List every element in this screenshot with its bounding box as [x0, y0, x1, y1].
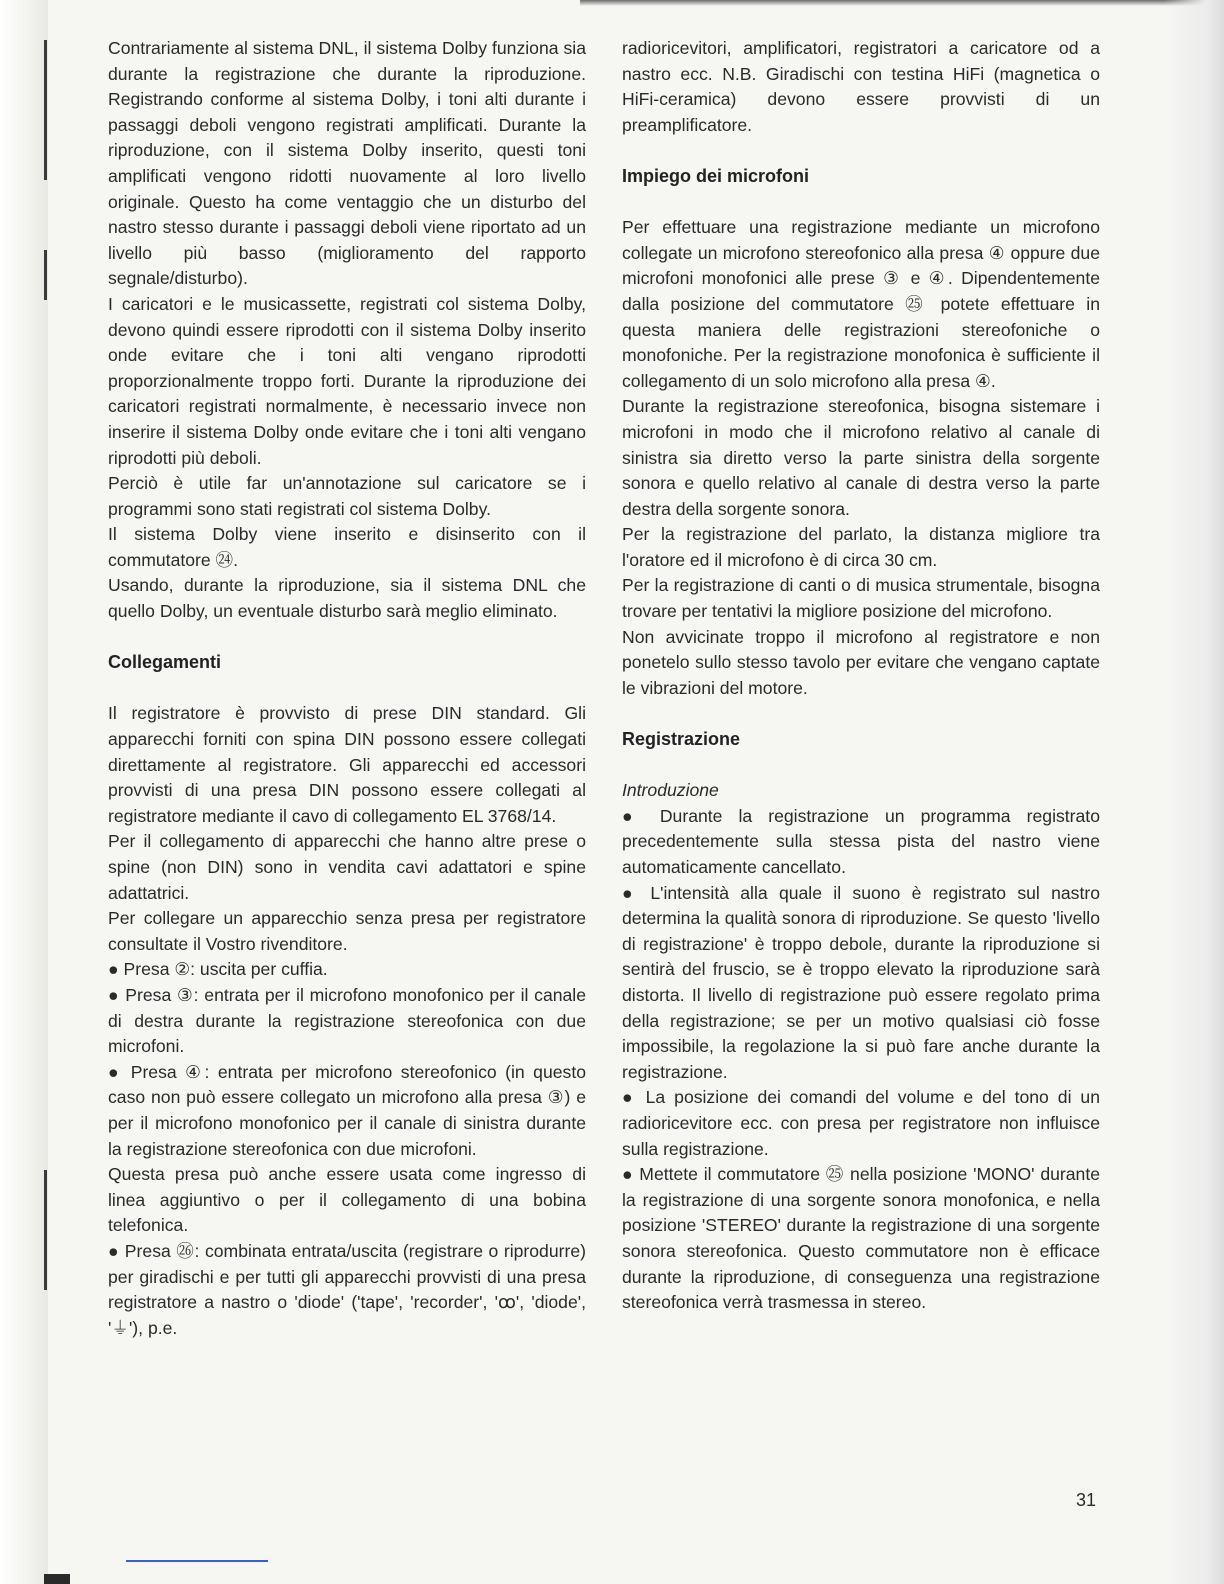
- annotation-paragraph: Perciò è utile far un'annotazione sul caricatore se i programmi sono stati registrati col sistema Dolby.: [108, 473, 586, 519]
- introduzione-subheading: Introduzione: [622, 780, 719, 801]
- socket-4-item: ● Presa ④: entrata per microfono stereofonico (in questo caso non può essere collegato un microfono alla presa ③) e per il microfono monofonico per il canale di sinistra durante la registrazione stereofonica con due microfoni.: [108, 1061, 586, 1159]
- dolby-paragraph: Contrariamente al sistema DNL, il sistema Dolby funziona sia durante la registrazione che durante la riproduzione. Registrando conforme al sistema Dolby, i toni alti durante i passaggi deboli vengono registrati amplificati. Durante la riproduzione, con il sistema Dolby inserito, questi toni amplificati vengono ridotti nuovamente al loro livello originale. Questo ha come ventaggio che un disturbo del nastro stesso durante i passaggi deboli viene riportato ad un livello più basso (miglioramento del rapporto segnale/disturbo).: [108, 38, 586, 289]
- spacer: [108, 676, 586, 702]
- microfoni-heading: Impiego dei microfoni: [622, 165, 810, 186]
- left-column: [108, 36, 586, 1341]
- spacer: [108, 625, 586, 651]
- volume-tone-item: ● La posizione dei comandi del volume e del tono di un radioricevitore ecc. con presa per registratore non influisce sulla registrazione.: [622, 1087, 1100, 1159]
- level-item: ● L'intensità alla quale il suono è registrato sul nastro determina la qualità sonora di riproduzione. Se questo 'livello di registrazione' è troppo debole, durante la riproduzione si sentirà del fruscio, se è troppo elevato la riproduzione sarà distorta. Il livello di registrazione può essere regolato prima della registrazione; se per un motivo qualsiasi ciò fosse impossibile, la regolazione la si può fare anche durante la registrazione.: [622, 882, 1100, 1082]
- spine-mark-2: [44, 250, 47, 300]
- adapters-paragraph: Per il collegamento di apparecchi che hanno altre prese o spine (non DIN) sono in vendita cavi adattatori e spine adattatrici.: [108, 831, 586, 903]
- stereo-placement-paragraph: Durante la registrazione stereofonica, bisogna sistemare i microfoni in modo che il microfono relativo al canale di sinistra sia diretto verso la parte sinistra della sorgente sonora e quello relativo al canale di destra verso la parte destra della sorgente sonora.: [622, 396, 1100, 519]
- dolby-cassettes-paragraph: I caricatori e le musicassette, registrati col sistema Dolby, devono quindi essere riprodotti con il sistema Dolby inserito onde evitare che i toni alti vengano riprodotti proporzionalmente troppo forti. Durante la riproduzione dei caricatori registrati normalmente, è necessario invece non inserire il sistema Dolby onde evitare che i toni alti vengano riprodotti più deboli.: [108, 293, 586, 468]
- spine-mark-3: [44, 1170, 47, 1290]
- right-page-edge: [1164, 0, 1224, 1584]
- microphone-connection-paragraph: Per effettuare una registrazione mediante un microfono collegate un microfono stereofonico alla presa ④ oppure due microfoni monofonici alle prese ③ e ④. Dipendentemente dalla posizione del commutatore ㉕ potete effettuare in questa maniera delle registrazioni stereofoniche o monofoniche. Per la registrazione monofonica è sufficiente il collegamento di un solo microfono alla presa ④.: [622, 217, 1100, 391]
- dealer-paragraph: Per collegare un apparecchio senza presa per registratore consultate il Vostro rivenditore.: [108, 908, 586, 954]
- left-page-edge: [0, 0, 48, 1584]
- spacer: [622, 138, 1100, 164]
- socket-2-item: ● Presa ②: uscita per cuffia.: [108, 959, 328, 980]
- music-position-paragraph: Per la registrazione di canti o di musica strumentale, bisogna trovare per tentativi la migliore posizione del microfono.: [622, 575, 1100, 622]
- socket-26-item: ● Presa ㉖: combinata entrata/uscita (registrare o riprodurre) per giradischi e per tutti gli apparecchi provvisti di una presa registratore a nastro o 'diode' ('tape', 'recorder', 'ꝏ', 'diode', '⏚'), p.e.: [108, 1240, 586, 1338]
- dolby-switch-paragraph: Il sistema Dolby viene inserito e disinserito con il commutatore ㉔.: [108, 524, 586, 570]
- spacer: [622, 753, 1100, 779]
- spacer: [622, 190, 1100, 216]
- socket-3-item: ● Presa ③: entrata per il microfono monofonico per il canale di destra durante la registrazione stereofonica con due microfoni.: [108, 984, 586, 1057]
- dnl-dolby-paragraph: Usando, durante la riproduzione, sia il sistema DNL che quello Dolby, un eventuale disturbo sarà meglio eliminato.: [108, 575, 586, 622]
- receivers-paragraph: radioricevitori, amplificatori, registratori a caricatore od a nastro ecc. N.B. Giradischi con testina HiFi (magnetica o HiFi-ceramica) devono essere provvisti di un preamplificatore.: [622, 38, 1100, 135]
- erase-item: ● Durante la registrazione un programma registrato precedentemente sulla stessa pista del nastro viene automaticamente cancellato.: [622, 805, 1100, 877]
- line-input-paragraph: Questa presa può anche essere usata come ingresso di linea aggiuntivo o per il collegamento di una bobina telefonica.: [108, 1164, 586, 1236]
- right-column: [622, 36, 1100, 1316]
- top-shadow: [580, 0, 1224, 6]
- spacer: [622, 701, 1100, 727]
- din-paragraph: Il registratore è provvisto di prese DIN standard. Gli apparecchi forniti con spina DIN possono essere collegati direttamente al registratore. Gli apparecchi ed accessori provvisti di una presa DIN possono essere collegati al registratore mediante il cavo di collegamento EL 3768/14.: [108, 703, 586, 826]
- speech-distance-paragraph: Per la registrazione del parlato, la distanza migliore tra l'oratore ed il microfono è di circa 30 cm.: [622, 524, 1100, 570]
- mono-stereo-item: ● Mettete il commutatore ㉕ nella posizione 'MONO' durante la registrazione di una sorgente sonora monofonica, e nella posizione 'STEREO' durante la registrazione di una sorgente sonora stereofonica. Questo commutatore non è efficace durante la riproduzione, di conseguenza una registrazione stereofonica verrà trasmessa in stereo.: [622, 1164, 1100, 1313]
- page-number: 31: [1076, 1490, 1097, 1510]
- spine-mark-1: [44, 40, 47, 180]
- scan-artifact-line: [126, 1560, 268, 1562]
- collegamenti-heading: Collegamenti: [108, 652, 222, 673]
- registrazione-heading: Registrazione: [622, 729, 741, 750]
- vibration-paragraph: Non avvicinate troppo il microfono al registratore e non ponetelo sullo stesso tavolo per evitare che vengano captate le vibrazioni del motore.: [622, 626, 1100, 698]
- corner-mark: [44, 1574, 70, 1584]
